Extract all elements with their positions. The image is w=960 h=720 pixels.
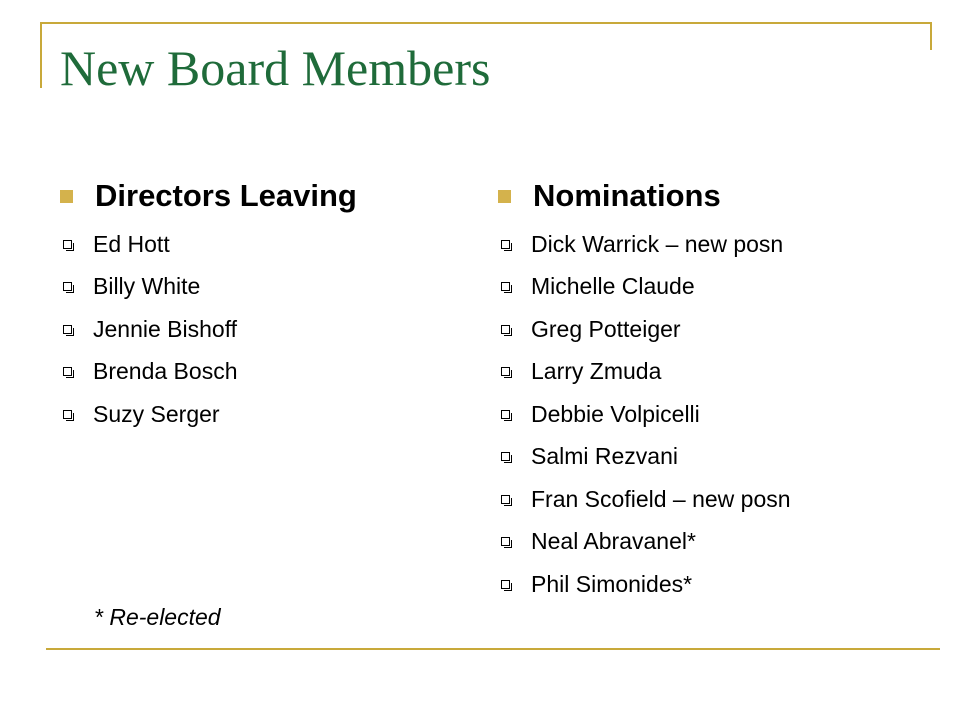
- list-item-text: Greg Potteiger: [531, 315, 681, 342]
- slide-title: New Board Members: [60, 40, 491, 96]
- list-item-text: Brenda Bosch: [93, 358, 238, 385]
- list-item: [498, 223, 938, 266]
- checkbox-bullet-icon: [501, 580, 510, 589]
- frame-top-line: [40, 22, 932, 24]
- checkbox-bullet-icon: [63, 367, 72, 376]
- list-item-text: Salmi Rezvani: [531, 443, 678, 470]
- list-item: [60, 393, 460, 436]
- list-item-text: Suzy Serger: [93, 400, 220, 427]
- list-item-text: Billy White: [93, 273, 201, 300]
- checkbox-bullet-icon: [501, 325, 510, 334]
- frame-bottom-line: [46, 648, 940, 650]
- checkbox-bullet-icon: [63, 240, 72, 249]
- list-item: [498, 308, 938, 351]
- directors-leaving-column: [60, 176, 460, 436]
- checkbox-bullet-icon: [501, 410, 510, 419]
- list-item: [498, 478, 938, 521]
- list-item: [498, 563, 938, 606]
- directors-leaving-heading: [60, 176, 460, 216]
- list-item: [498, 393, 938, 436]
- heading-text: Directors Leaving: [95, 178, 357, 213]
- list-item: [498, 351, 938, 394]
- list-item: [60, 223, 460, 266]
- square-bullet-icon: [498, 190, 511, 203]
- list-item: [60, 308, 460, 351]
- list-item: [498, 436, 938, 479]
- list-item: [60, 266, 460, 309]
- checkbox-bullet-icon: [63, 325, 72, 334]
- checkbox-bullet-icon: [501, 452, 510, 461]
- heading-text: Nominations: [533, 178, 721, 213]
- list-item-text: Ed Hott: [93, 230, 170, 257]
- list-item: [60, 351, 460, 394]
- directors-leaving-list: [60, 223, 460, 436]
- list-item-text: Debbie Volpicelli: [531, 400, 700, 427]
- nominations-list: [498, 223, 938, 606]
- list-item-text: Larry Zmuda: [531, 358, 662, 385]
- nominations-column: [498, 176, 938, 606]
- list-item-text: Jennie Bishoff: [93, 315, 238, 342]
- re-elected-footnote: * Re-elected: [94, 604, 221, 630]
- list-item-text: Fran Scofield – new posn: [531, 485, 791, 512]
- checkbox-bullet-icon: [501, 240, 510, 249]
- list-item-text: Phil Simonides*: [531, 570, 693, 597]
- frame-left-line: [40, 22, 42, 88]
- list-item: [498, 521, 938, 564]
- frame-right-line: [930, 22, 932, 50]
- checkbox-bullet-icon: [501, 282, 510, 291]
- checkbox-bullet-icon: [501, 367, 510, 376]
- checkbox-bullet-icon: [501, 495, 510, 504]
- list-item-text: Neal Abravanel*: [531, 528, 696, 555]
- checkbox-bullet-icon: [501, 537, 510, 546]
- list-item: [498, 266, 938, 309]
- list-item-text: Dick Warrick – new posn: [531, 230, 784, 257]
- checkbox-bullet-icon: [63, 282, 72, 291]
- checkbox-bullet-icon: [63, 410, 72, 419]
- list-item-text: Michelle Claude: [531, 273, 695, 300]
- nominations-heading: [498, 176, 938, 216]
- square-bullet-icon: [60, 190, 73, 203]
